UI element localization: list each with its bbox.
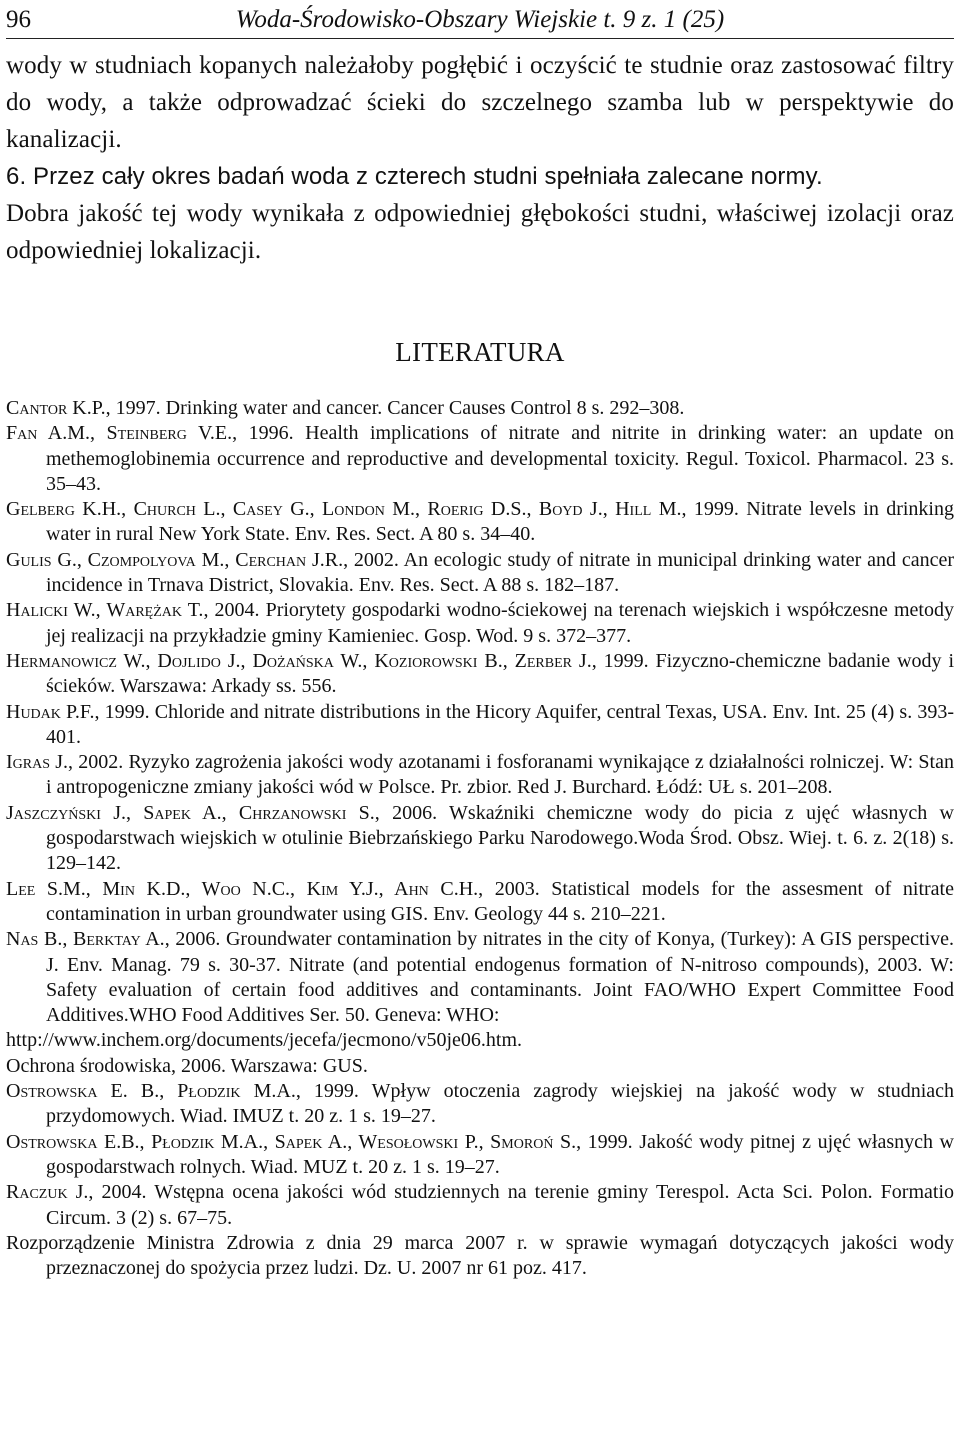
- reference-item: Igras J., 2002. Ryzyko zagrożenia jakości wody azotanami i fosforanami wynikające z działalności rolniczej. W: Stan i antropogeniczne zmiany jakości wód w Polsce. Pr. zbior. Red J. Burchard. Łódź: UŁ s. 201–208.: [6, 751, 954, 799]
- reference-item: Halicki W., Warężak T., 2004. Priorytety gospodarki wodno-ściekowej na terenach wiejskich i współczesne metody jej realizacji na przykładzie gminy Kamieniec. Gosp. Wod. 9 s. 372–377.: [6, 599, 954, 647]
- paragraph-conclusion-5: wody w studniach kopanych należałoby pogłębić i oczyścić te studnie oraz zastosować filtry do wody, a także odprowadzać ścieki do szczelnego szamba lub w perspektywie do kanalizacji.: [6, 52, 954, 153]
- running-header: [6, 4, 954, 39]
- reference-item: Gulis G., Czompolyova M., Cerchan J.R., 2002. An ecologic study of nitrate in municipal drinking water and cancer incidence in Trnava District, Slovakia. Env. Res. Sect. A 88 s. 182–187.: [6, 548, 955, 597]
- journal-title: Woda-Środowisko-Obszary Wiejskie t. 9 z. 1 (25): [235, 6, 725, 33]
- reference-item: Cantor K.P., 1997. Drinking water and cancer. Cancer Causes Control 8 s. 292–308.: [6, 397, 685, 419]
- reference-item: Rozporządzenie Ministra Zdrowia z dnia 29 marca 2007 r. w sprawie wymagań dotyczących jakości wody przeznaczonej do spożycia przez ludzi. Dz. U. 2007 nr 61 poz. 417.: [6, 1231, 954, 1280]
- body-text: [6, 47, 954, 269]
- page-number: 96: [6, 6, 31, 33]
- literature-heading: LITERATURA: [395, 337, 565, 367]
- paragraph-conclusion-6: 6. Przez cały okres badań woda z czterech studni spełniała zalecane normy.: [6, 163, 823, 190]
- reference-item: Gelberg K.H., Church L., Casey G., London M., Roerig D.S., Boyd J., Hill M., 1999. Nitrate levels in drinking water in rural New York State. Env. Res. Sect. A 80 s. 34–40.: [6, 498, 954, 546]
- reference-item: Fan A.M., Steinberg V.E., 1996. Health implications of nitrate and nitrite in drinking water: an update on methemoglobinemia occurrence and reproductive and developmental toxicity. Regul. Toxicol. Pharmacol. 23 s. 35–43.: [6, 422, 954, 495]
- reference-item: Ochrona środowiska, 2006. Warszawa: GUS.: [6, 1054, 368, 1077]
- reference-item: Raczuk J., 2004. Wstępna ocena jakości wód studziennych na terenie gminy Terespol. Acta Sci. Polon. Formatio Circum. 3 (2) s. 67–75.: [6, 1181, 955, 1229]
- reference-item: Nas B., Berktay A., 2006. Groundwater contamination by nitrates in the city of Konya, (Turkey): A GIS perspective. J. Env. Manag. 79 s. 30-37. Nitrate (and potential endogenus formation of N-nitroso compounds), 2003. W: Safety evaluation of certain food additives and contaminants. Joint FAO/WHO Expert Committee Food Additives.WHO Food Additives Ser. 50. Geneva: WHO:: [6, 928, 954, 1027]
- paragraph-conclusion-6-cont: Dobra jakość tej wody wynikała z odpowiedniej głębokości studni, właściwej izolacji oraz odpowiedniej lokalizacji.: [6, 200, 954, 264]
- reference-item: Hudak P.F., 1999. Chloride and nitrate distributions in the Hicory Aquifer, central Texas, USA. Env. Int. 25 (4) s. 393-401.: [6, 700, 955, 748]
- reference-url: http://www.inchem.org/documents/jecefa/jecmono/v50je06.htm.: [6, 1029, 522, 1052]
- reference-item: Hermanowicz W., Dojlido J., Dożańska W., Koziorowski B., Zerber J., 1999. Fizyczno-chemiczne badanie wody i ścieków. Warszawa: Arkady ss. 556.: [6, 649, 954, 698]
- reference-item: Ostrowska E.B., Płodzik M.A., Sapek A., Wesołowski P., Smoroń S., 1999. Jakość wody pitnej z ujęć własnych w gospodarstwach rolnych. Wiad. MUZ t. 20 z. 1 s. 19–27.: [6, 1130, 954, 1178]
- reference-item: Jaszczyński J., Sapek A., Chrzanowski S., 2006. Wskaźniki chemiczne wody do picia z ujęć własnych w gospodarstwach wiejskich w otulinie Biebrzańskiego Parku Narodowego.Woda Środ. Obsz. Wiej. t. 6. z. 2(18) s. 129–142.: [6, 801, 954, 875]
- reference-item: Ostrowska E. B., Płodzik M.A., 1999. Wpływ otoczenia zagrody wiejskiej na jakość wody w studniach przydomowych. Wiad. IMUZ t. 20 z. 1 s. 19–27.: [6, 1080, 955, 1128]
- reference-list: [6, 396, 954, 1281]
- reference-item: Lee S.M., Min K.D., Woo N.C., Kim Y.J., Ahn C.H., 2003. Statistical models for the assesment of nitrate contamination in urban groundwater using GIS. Env. Geology 44 s. 210–221.: [6, 877, 954, 925]
